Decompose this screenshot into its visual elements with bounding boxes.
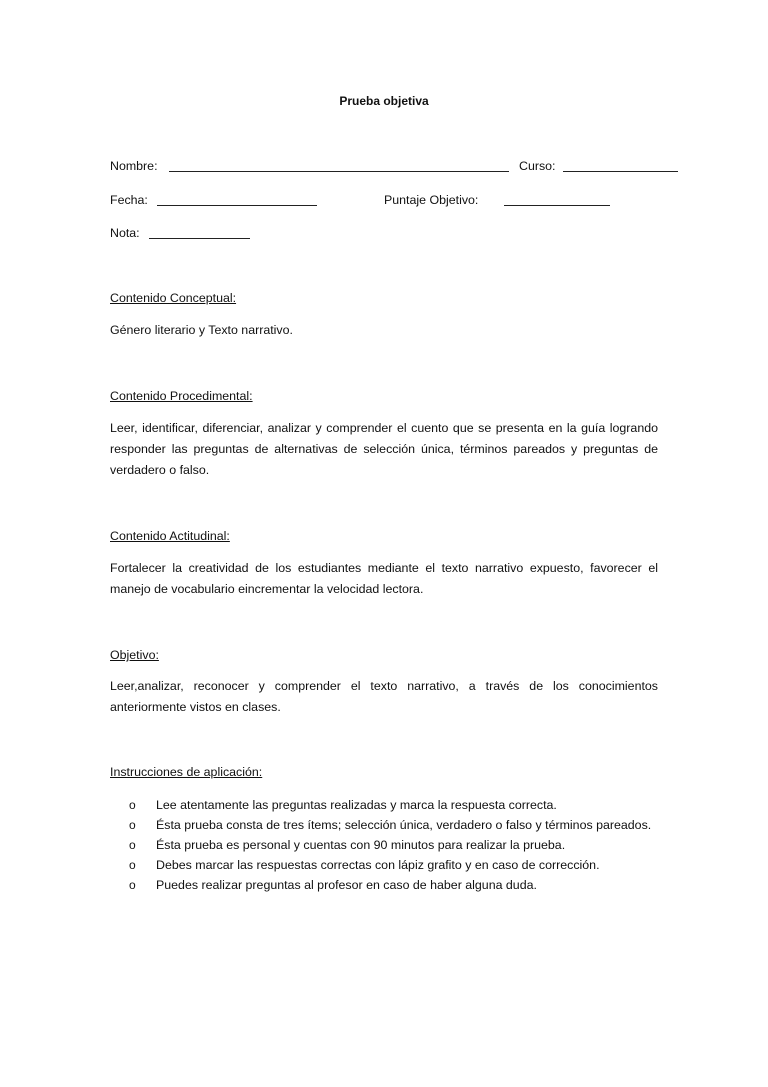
instruction-text: Puedes realizar preguntas al profesor en caso de haber alguna duda.: [156, 878, 537, 892]
instruction-text: Debes marcar las respuestas correctas con lápiz grafito y en caso de corrección.: [156, 858, 600, 872]
puntaje-blank-line: [504, 205, 610, 206]
section-heading-conceptual: Contenido Conceptual:: [110, 291, 237, 305]
list-item: [110, 855, 658, 875]
list-item: [110, 835, 658, 855]
bullet-icon: o: [129, 878, 136, 892]
section-heading-procedimental: Contenido Procedimental:: [110, 389, 253, 403]
instruction-text: Lee atentamente las preguntas realizadas y marca la respuesta correcta.: [156, 798, 557, 812]
nota-blank-line: [149, 238, 250, 239]
section-text-actitudinal: Fortalecer la creatividad de los estudiantes mediante el texto narrativo expuesto, favorecer el manejo de vocabulario eincrementar la velocidad lectora.: [110, 561, 658, 596]
list-item: [110, 875, 658, 895]
fecha-blank-line: [157, 205, 317, 206]
curso-blank-line: [563, 171, 678, 172]
curso-label: Curso:: [519, 159, 556, 173]
section-heading-objetivo: Objetivo:: [110, 648, 159, 662]
document-title: Prueba objetiva: [339, 94, 429, 108]
list-item: [110, 815, 658, 835]
section-text-procedimental: Leer, identificar, diferenciar, analizar y comprender el cuento que se presenta en la guía logrando responder las preguntas de alternativas de selección única, términos pareados y preguntas de verdadero o falso.: [110, 421, 658, 477]
bullet-icon: o: [129, 818, 136, 832]
nombre-label: Nombre:: [110, 159, 158, 173]
bullet-icon: o: [129, 838, 136, 852]
bullet-icon: o: [129, 858, 136, 872]
bullet-icon: o: [129, 798, 136, 812]
section-heading-instrucciones: Instrucciones de aplicación:: [110, 765, 263, 779]
list-item: [110, 795, 658, 815]
nota-label: Nota:: [110, 226, 140, 240]
fecha-puntaje-row: [110, 193, 630, 211]
section-text-objetivo: Leer,analizar, reconocer y comprender el texto narrativo, a través de los conocimientos anteriormente vistos en clases.: [110, 679, 658, 714]
section-text-conceptual: Género literario y Texto narrativo.: [110, 323, 293, 337]
nombre-curso-row: [110, 159, 680, 177]
section-heading-actitudinal: Contenido Actitudinal:: [110, 529, 230, 543]
nombre-blank-line: [169, 171, 509, 172]
fecha-label: Fecha:: [110, 193, 148, 207]
nota-row: [110, 226, 270, 244]
instruction-text: Ésta prueba consta de tres ítems; selección única, verdadero o falso y términos pareados.: [156, 818, 652, 832]
instruction-text: Ésta prueba es personal y cuentas con 90 minutos para realizar la prueba.: [156, 838, 566, 852]
puntaje-label: Puntaje Objetivo:: [384, 193, 479, 207]
instructions-list: [110, 795, 658, 895]
